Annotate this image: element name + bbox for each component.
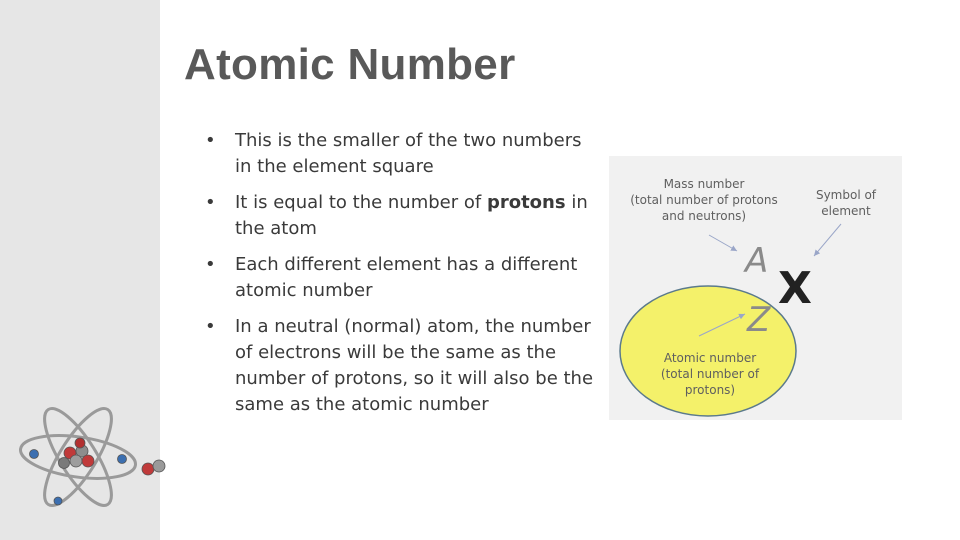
mass-number-label-line3: and neutrons) — [661, 209, 747, 223]
element-symbol-letter: X — [778, 263, 812, 314]
mass-number-label-line1: Mass number — [663, 177, 745, 191]
bullet-item — [205, 314, 595, 418]
atomic-notation-diagram — [609, 156, 902, 420]
bullet-marker: • — [205, 316, 216, 337]
bullet-text-start: It is equal to the number of — [235, 192, 487, 213]
mass-number-label-line2: (total number of protons — [630, 193, 778, 207]
bullet-item — [205, 252, 595, 304]
atomic-number-letter: Z — [747, 300, 771, 340]
mass-number-letter: A — [745, 241, 769, 281]
bullet-text-end: in the atom — [235, 192, 588, 239]
bullet-marker: • — [205, 254, 216, 275]
bullet-text-bold: protons — [486, 192, 566, 213]
symbol-label-line1: Symbol of — [815, 188, 877, 202]
bullet-marker: • — [205, 130, 216, 151]
bullet-text: This is the smaller of the two numbers in the element square — [235, 130, 582, 177]
bullet-text: In a neutral (normal) atom, the number of electrons will be the same as the number of protons, so it will also be the same as the atomic number — [235, 316, 594, 415]
bullet-item — [205, 128, 595, 180]
mass-number-arrow — [709, 235, 737, 251]
bullet-text — [235, 192, 588, 239]
bullet-text: Each different element has a different atomic number — [235, 254, 578, 301]
slide-title: Atomic Number — [184, 40, 516, 89]
atomic-number-label-line2: (total number of — [660, 367, 760, 381]
symbol-label-line2: element — [821, 204, 871, 218]
symbol-arrow — [814, 224, 841, 256]
atomic-number-label-line3: protons) — [684, 383, 736, 397]
bullet-marker: • — [205, 192, 216, 213]
atom-icon — [8, 405, 178, 520]
bullet-list — [205, 128, 595, 428]
atomic-number-label-line1: Atomic number — [663, 351, 757, 365]
bullet-item — [205, 190, 595, 242]
